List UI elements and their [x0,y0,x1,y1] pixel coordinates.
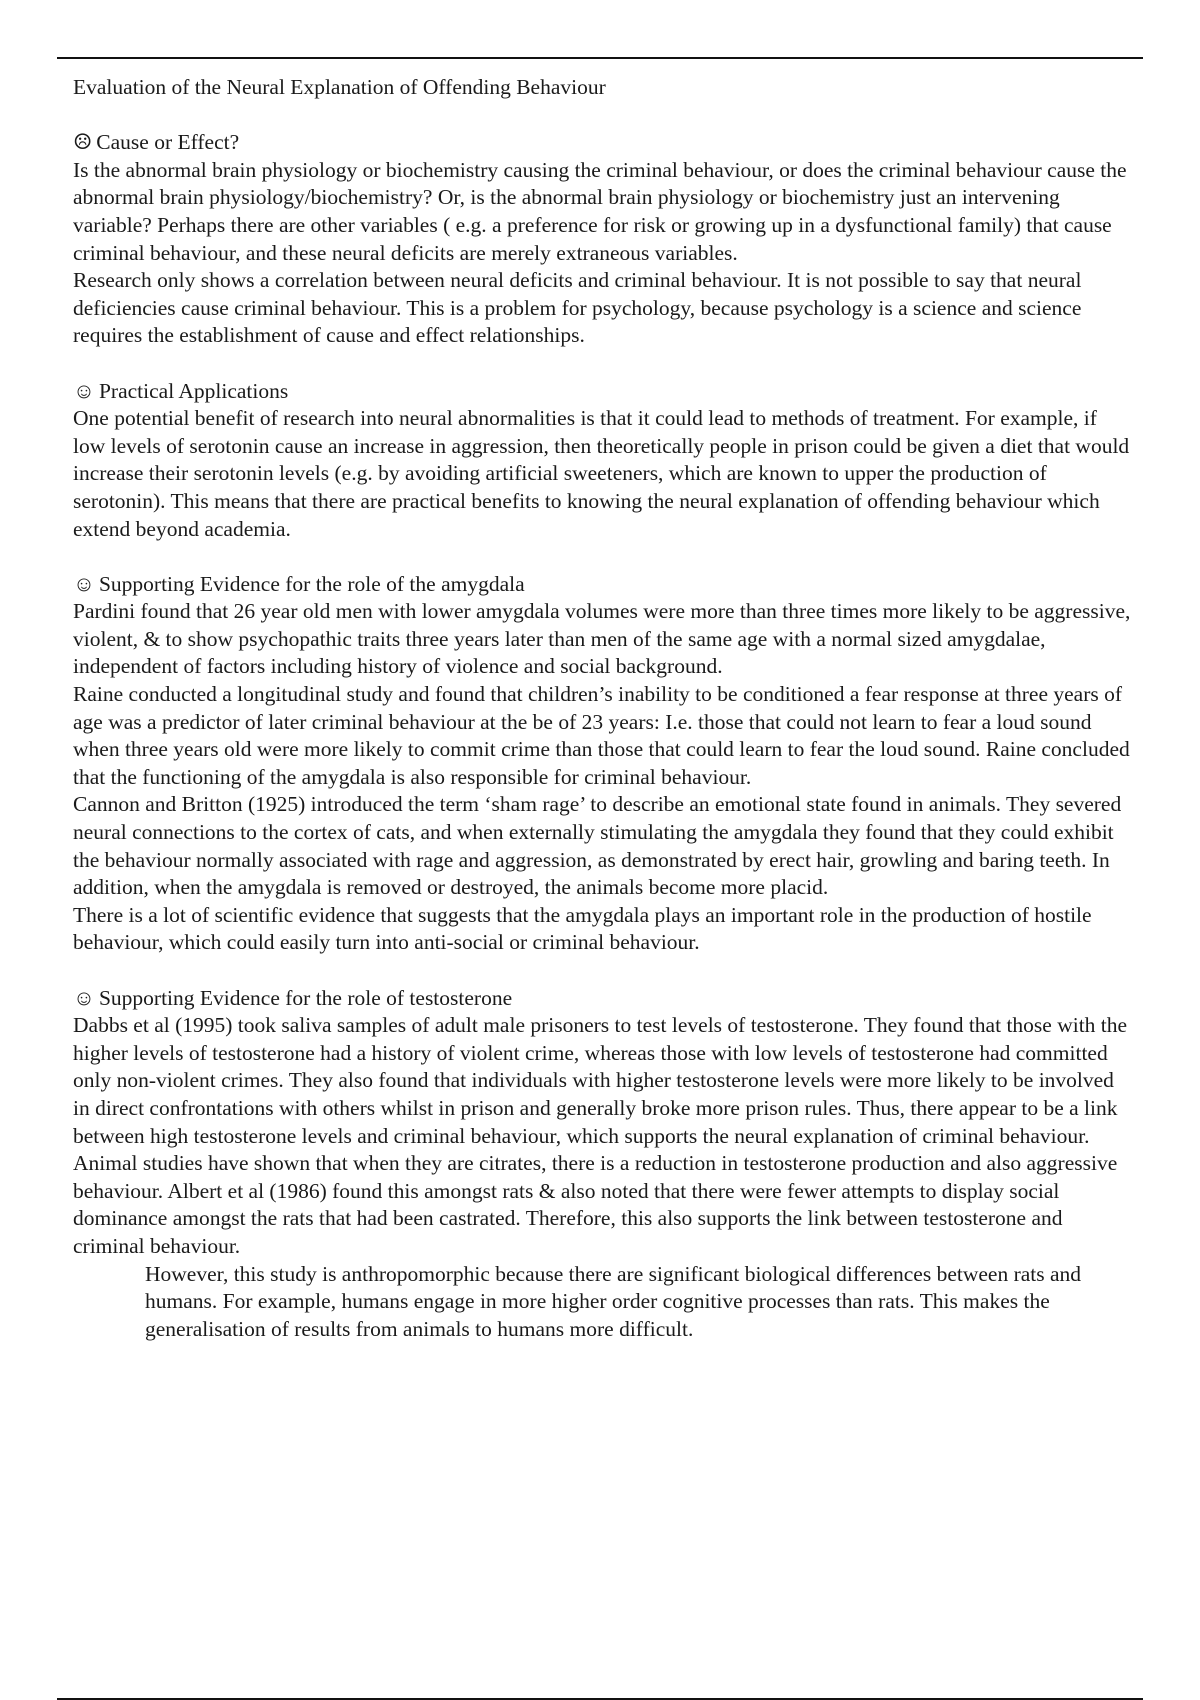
section-practical-applications [73,378,1133,544]
section-cause-or-effect [73,129,1133,350]
paragraph: There is a lot of scientific evidence that suggests that the amygdala plays an important role in the production of hostile behaviour, which could easily turn into anti-social or criminal behaviour. [73,902,1092,955]
sad-face-icon: ☹ [73,130,93,155]
paragraph: One potential benefit of research into neural abnormalities is that it could lead to methods of treatment. For example, if low levels of serotonin cause an increase in aggression, then theoretically people in prison could be given a diet that would increase their serotonin levels (e.g. by avoiding artificial sweeteners, which are known to upper the production of serotonin). This means that there are practical benefits to knowing the neural explanation of offending behaviour which extend beyond academia. [73,406,1130,541]
top-rule [57,57,1143,59]
indented-paragraph: However, this study is anthropomorphic because there are significant biological differences between rats and humans. For example, humans engage in more higher order cognitive processes than rats. This makes the generalisation of results from animals to humans more difficult. [145,1261,1082,1341]
section-heading [73,985,1133,1013]
document-title: Evaluation of the Neural Explanation of Offending Behaviour [73,75,606,99]
section-heading-text: Cause or Effect? [96,130,240,155]
paragraph: Is the abnormal brain physiology or biochemistry causing the criminal behaviour, or does the criminal behaviour cause the abnormal brain physiology/biochemistry? Or, is the abnormal brain physiology or biochemistry just an intervening variable? Perhaps there are other variables ( e.g. a preference for risk or growing up in a dysfunctional family) that cause criminal behaviour, and these neural deficits are merely extraneous variables. [73,157,1127,265]
paragraph: Raine conducted a longitudinal study and found that children’s inability to be conditioned a fear response at three years of age was a predictor of later criminal behaviour at the be of 23 years: I.e. those that could not learn to fear a loud sound when three years old were more likely to commit crime than those that could learn to fear the loud sound. Raine concluded that the functioning of the amygdala is also responsible for criminal behaviour. [73,682,1130,789]
section-testosterone-evidence [73,985,1133,1344]
smiley-face-icon: ☺ [73,378,95,403]
section-heading-text: Supporting Evidence for the role of the amygdala [98,571,525,596]
document-body [73,74,1133,1371]
section-heading [73,571,1133,599]
section-amygdala-evidence [73,571,1133,957]
smiley-face-icon: ☺ [73,985,95,1010]
paragraph: Cannon and Britton (1925) introduced the term ‘sham rage’ to describe an emotional state found in animals. They severed neural connections to the cortex of cats, and when externally stimulating the amygdala they found that they could exhibit the behaviour normally associated with rage and aggression, as demonstrated by erect hair, growling and baring teeth. In addition, when the amygdala is removed or destroyed, the animals become more placid. [73,792,1122,900]
paragraph: Animal studies have shown that when they are citrates, there is a reduction in testosterone production and also aggressive behaviour. Albert et al (1986) found this amongst rats & also noted that there were fewer attempts to display social dominance amongst the rats that had been castrated. Therefore, this also supports the link between testosterone and criminal behaviour. [73,1151,1118,1258]
section-heading [73,378,1133,406]
section-heading-text: Practical Applications [98,378,289,403]
paragraph: Research only shows a correlation between neural deficits and criminal behaviour. It is not possible to say that neural deficiencies cause criminal behaviour. This is a problem for psychology, because psychology is a science and science requires the establishment of cause and effect relationships. [73,268,1082,348]
smiley-face-icon: ☺ [73,571,95,596]
section-heading [73,129,1133,157]
paragraph: Pardini found that 26 year old men with lower amygdala volumes were more than three times more likely to be aggressive, violent, & to show psychopathic traits three years later than men of the same age with a normal sized amygdalae, independent of factors including history of violence and social background. [73,599,1131,679]
section-heading-text: Supporting Evidence for the role of testosterone [98,985,513,1010]
paragraph: Dabbs et al (1995) took saliva samples of adult male prisoners to test levels of testosterone. They found that those with the higher levels of testosterone had a history of violent crime, whereas those with low levels of testosterone had committed only non-violent crimes. They also found that individuals with higher testosterone levels were more likely to be involved in direct confrontations with others whilst in prison and generally broke more prison rules. Thus, there appear to be a link between high testosterone levels and criminal behaviour, which supports the neural explanation of criminal behaviour. [73,1013,1128,1148]
